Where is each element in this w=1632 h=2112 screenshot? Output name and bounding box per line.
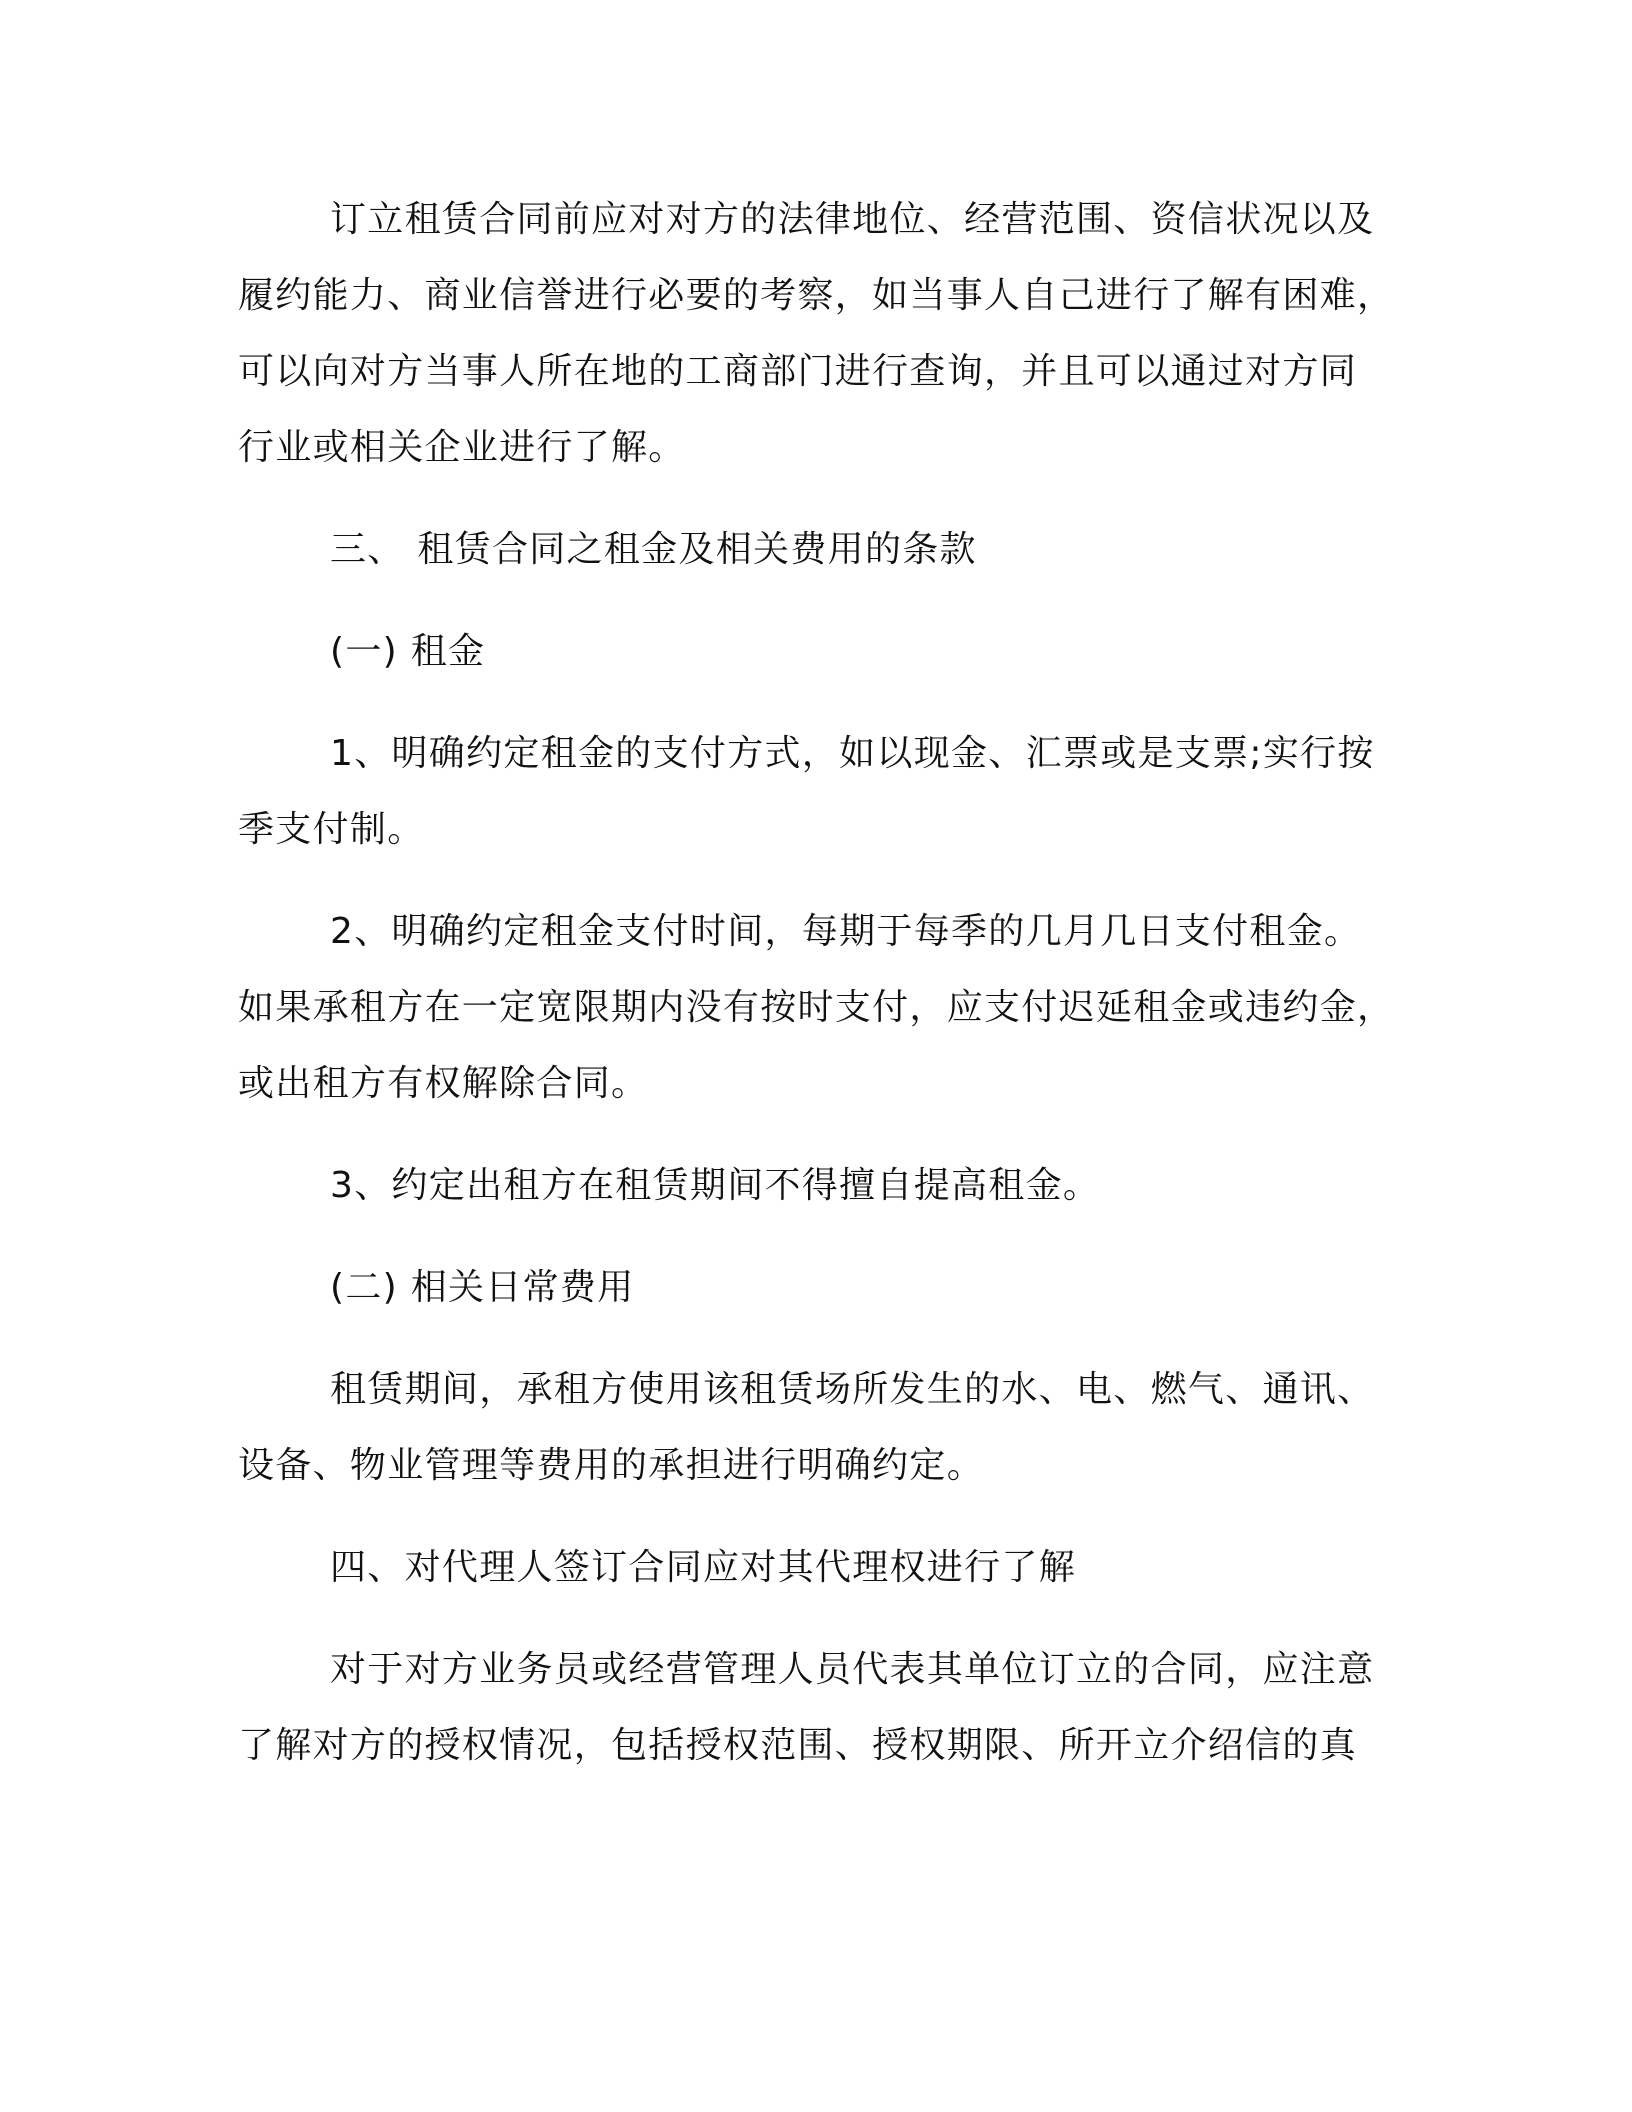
fees-paragraph-line-2: 设备、物业管理等费用的承担进行明确约定。 <box>238 1445 985 1486</box>
paragraph-1-line-2: 履约能力、商业信誉进行必要的考察，如当事人自己进行了解有困难， <box>238 275 1395 316</box>
item-3-line-1: 3、约定出租方在租赁期间不得擅自提高租金。 <box>330 1165 1101 1206</box>
item-1-line-1: 1、明确约定租金的支付方式，如以现金、汇票或是支票;实行按 <box>330 733 1375 774</box>
subheading-daily-fees: (二) 相关日常费用 <box>330 1267 635 1308</box>
paragraph-1-line-3: 可以向对方当事人所在地的工商部门进行查询，并且可以通过对方同 <box>238 351 1358 392</box>
item-2-line-3: 或出租方有权解除合同。 <box>238 1063 649 1104</box>
fees-paragraph-line-1: 租赁期间，承租方使用该租赁场所发生的水、电、燃气、通讯、 <box>330 1369 1375 1410</box>
subheading-rent: (一) 租金 <box>330 631 486 672</box>
item-2-line-2: 如果承租方在一定宽限期内没有按时支付，应支付迟延租金或违约金， <box>238 987 1395 1028</box>
item-1-line-2: 季支付制。 <box>238 809 425 850</box>
agent-paragraph-line-1: 对于对方业务员或经营管理人员代表其单位订立的合同，应注意 <box>330 1649 1375 1690</box>
paragraph-1-line-4: 行业或相关企业进行了解。 <box>238 427 686 468</box>
paragraph-1-line-1: 订立租赁合同前应对对方的法律地位、经营范围、资信状况以及 <box>330 199 1375 240</box>
section-heading-4: 四、对代理人签订合同应对其代理权进行了解 <box>330 1547 1077 1588</box>
agent-paragraph-line-2: 了解对方的授权情况，包括授权范围、授权期限、所开立介绍信的真 <box>238 1725 1358 1766</box>
item-2-line-1: 2、明确约定租金支付时间，每期于每季的几月几日支付租金。 <box>330 911 1362 952</box>
section-heading-3: 三、 租赁合同之租金及相关费用的条款 <box>330 529 977 570</box>
